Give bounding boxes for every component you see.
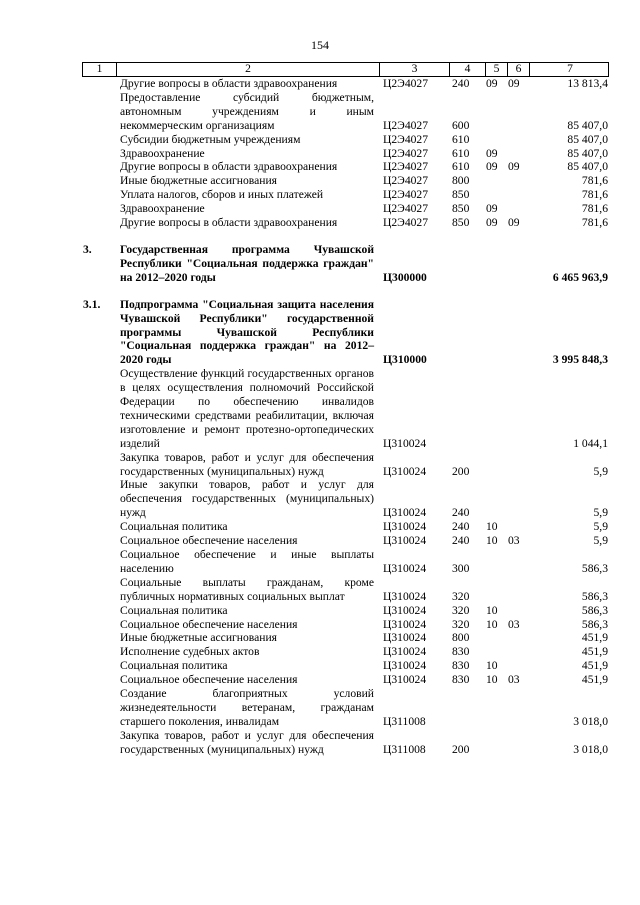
row-expense-type: 200 <box>452 464 470 478</box>
row-section: 10 <box>486 603 498 617</box>
row-expense-type: 600 <box>452 118 470 132</box>
row-expense-type: 610 <box>452 146 470 160</box>
row-expense-type: 800 <box>452 174 470 188</box>
row-subsection: 09 <box>508 160 520 174</box>
table-row <box>83 133 609 147</box>
row-target-article: Ц311008 <box>383 714 426 728</box>
row-amount: 451,9 <box>581 673 608 687</box>
row-target-article: Ц310024 <box>383 534 427 548</box>
row-expense-type: 610 <box>452 160 470 174</box>
row-target-article: Ц310024 <box>383 631 427 645</box>
table-header <box>82 62 609 77</box>
row-amount: 586,3 <box>581 589 608 603</box>
table-row <box>83 367 609 450</box>
row-section: 10 <box>486 520 498 534</box>
row-name: Предоставление субсидий бюджетным, автономным учреждениям и иным некоммерческим организациям <box>120 90 374 132</box>
table-row <box>83 243 609 285</box>
table-row <box>83 729 609 757</box>
row-spacer <box>82 285 609 298</box>
row-expense-type: 300 <box>452 561 470 575</box>
table-row <box>83 631 609 645</box>
row-target-article: Ц310024 <box>383 603 427 617</box>
table-row <box>83 216 609 230</box>
row-target-article: Ц2Э4027 <box>383 216 429 230</box>
row-amount: 451,9 <box>581 645 608 659</box>
row-target-article: Ц310024 <box>383 464 427 478</box>
row-amount: 3 995 848,3 <box>552 353 608 367</box>
row-expense-type: 830 <box>452 673 470 687</box>
row-amount: 781,6 <box>581 216 608 230</box>
row-name: Социальные выплаты гражданам, кроме публичных нормативных социальных выплат <box>120 575 374 603</box>
table-row <box>83 188 609 202</box>
row-amount: 6 465 963,9 <box>552 270 608 284</box>
row-section: 09 <box>486 77 498 90</box>
row-name: Подпрограмма "Социальная защита населения Чувашской Республики" государственной программы Чувашской Республики "Социальная поддержка граждан" на 2012–2020 годы <box>120 297 374 367</box>
row-name: Иные бюджетные ассигнования <box>120 631 277 645</box>
column-header: 1 <box>83 63 117 76</box>
row-expense-type: 240 <box>452 520 470 534</box>
row-section: 09 <box>486 202 498 216</box>
row-name: Закупка товаров, работ и услуг для обеспечения государственных (муниципальных) нужд <box>120 728 374 756</box>
row-amount: 5,9 <box>593 464 608 478</box>
row-name: Исполнение судебных актов <box>120 645 260 659</box>
row-amount: 3 018,0 <box>573 714 608 728</box>
row-target-article: Ц310024 <box>383 561 427 575</box>
row-subsection: 03 <box>508 673 520 687</box>
row-expense-type: 320 <box>452 589 470 603</box>
row-amount: 586,3 <box>581 561 608 575</box>
row-name: Уплата налогов, сборов и иных платежей <box>120 188 324 202</box>
column-header: 4 <box>450 63 486 76</box>
row-target-article: Ц310024 <box>383 436 427 450</box>
row-section: 10 <box>486 659 498 673</box>
row-target-article: Ц2Э4027 <box>383 188 429 202</box>
row-expense-type: 320 <box>452 603 470 617</box>
table-row <box>83 174 609 188</box>
budget-table <box>82 62 609 757</box>
row-target-article: Ц310024 <box>383 645 427 659</box>
table-row <box>83 147 609 161</box>
table-row <box>83 478 609 520</box>
row-section: 09 <box>486 146 498 160</box>
row-name: Другие вопросы в области здравоохранения <box>120 160 338 174</box>
row-section: 10 <box>486 534 498 548</box>
row-amount: 451,9 <box>581 631 608 645</box>
row-amount: 3 018,0 <box>573 742 608 756</box>
table-row <box>83 576 609 604</box>
table-row <box>83 548 609 576</box>
row-target-article: Ц310000 <box>383 353 427 367</box>
row-name: Здравоохранение <box>120 202 205 216</box>
row-target-article: Ц310024 <box>383 673 427 687</box>
row-target-article: Ц310024 <box>383 589 427 603</box>
page-number: 154 <box>311 38 329 52</box>
row-number: 3. <box>83 242 92 256</box>
row-name: Иные бюджетные ассигнования <box>120 174 277 188</box>
row-amount: 1 044,1 <box>573 436 608 450</box>
row-target-article: Ц2Э4027 <box>383 77 429 90</box>
table-row <box>83 520 609 534</box>
row-expense-type: 800 <box>452 631 470 645</box>
row-name: Создание благоприятных условий жизнедеятельности ветеранам, гражданам старшего поколения, инвалидам <box>120 687 374 728</box>
row-amount: 451,9 <box>581 659 608 673</box>
table-row <box>83 673 609 687</box>
table-row <box>83 451 609 479</box>
row-expense-type: 320 <box>452 617 470 631</box>
row-spacer <box>82 230 609 243</box>
table-row <box>83 202 609 216</box>
row-amount: 85 407,0 <box>567 160 608 174</box>
table-row <box>83 91 609 133</box>
row-target-article: Ц310024 <box>383 659 427 673</box>
column-header: 5 <box>486 63 508 76</box>
row-target-article: Ц2Э4027 <box>383 118 429 132</box>
row-expense-type: 240 <box>452 534 470 548</box>
row-amount: 5,9 <box>593 520 608 534</box>
row-number: 3.1. <box>83 297 101 311</box>
row-section: 09 <box>486 160 498 174</box>
row-name: Социальное обеспечение населения <box>120 673 298 687</box>
row-name: Другие вопросы в области здравоохранения <box>120 77 338 90</box>
row-amount: 5,9 <box>593 506 608 520</box>
row-expense-type: 240 <box>452 506 470 520</box>
row-amount: 85 407,0 <box>567 132 608 146</box>
table-row <box>83 534 609 548</box>
row-name: Иные закупки товаров, работ и услуг для обеспечения государственных (муниципальных) нужд <box>120 478 374 520</box>
row-target-article: Ц311008 <box>383 742 426 756</box>
row-expense-type: 200 <box>452 742 470 756</box>
row-name: Осуществление функций государственных органов в целях осуществления полномочий Российской Федерации по обеспечению инвалидов техническими средствами реабилитации, включая изготовление и ремонт протезно-ортопедических изделий <box>120 367 374 450</box>
row-name: Социальная политика <box>120 603 228 617</box>
table-row <box>83 645 609 659</box>
row-target-article: Ц300000 <box>383 270 427 284</box>
row-amount: 781,6 <box>581 202 608 216</box>
row-target-article: Ц2Э4027 <box>383 174 429 188</box>
row-name: Здравоохранение <box>120 146 205 160</box>
row-expense-type: 850 <box>452 188 470 202</box>
row-amount: 85 407,0 <box>567 118 608 132</box>
row-expense-type: 240 <box>452 77 470 90</box>
row-target-article: Ц2Э4027 <box>383 160 429 174</box>
row-section: 10 <box>486 673 498 687</box>
row-amount: 85 407,0 <box>567 146 608 160</box>
row-expense-type: 850 <box>452 216 470 230</box>
table-row <box>83 298 609 368</box>
row-section: 10 <box>486 617 498 631</box>
row-name: Субсидии бюджетным учреждениям <box>120 132 301 146</box>
row-subsection: 03 <box>508 617 520 631</box>
row-amount: 586,3 <box>581 617 608 631</box>
table-row <box>83 659 609 673</box>
row-expense-type: 830 <box>452 659 470 673</box>
row-target-article: Ц2Э4027 <box>383 146 429 160</box>
row-target-article: Ц310024 <box>383 520 427 534</box>
row-section: 09 <box>486 216 498 230</box>
row-expense-type: 830 <box>452 645 470 659</box>
row-target-article: Ц2Э4027 <box>383 132 429 146</box>
row-subsection: 09 <box>508 216 520 230</box>
row-name: Социальное обеспечение и иные выплаты населению <box>120 548 374 575</box>
row-target-article: Ц310024 <box>383 617 427 631</box>
row-amount: 13 813,4 <box>567 77 608 90</box>
row-target-article: Ц310024 <box>383 506 427 520</box>
row-name: Социальная политика <box>120 520 228 534</box>
table-row <box>83 687 609 729</box>
row-amount: 781,6 <box>581 188 608 202</box>
row-name: Другие вопросы в области здравоохранения <box>120 216 338 230</box>
table-row <box>83 604 609 618</box>
row-expense-type: 610 <box>452 132 470 146</box>
column-header: 3 <box>380 63 450 76</box>
row-subsection: 09 <box>508 77 520 90</box>
row-name: Государственная программа Чувашской Республики "Социальная поддержка граждан" на 2012–2020 годы <box>120 242 374 284</box>
table-body <box>82 77 609 757</box>
column-header: 7 <box>567 62 573 75</box>
row-name: Закупка товаров, работ и услуг для обеспечения государственных (муниципальных) нужд <box>120 450 374 478</box>
table-row <box>83 77 609 91</box>
row-subsection: 03 <box>508 534 520 548</box>
row-amount: 5,9 <box>593 534 608 548</box>
row-name: Социальная политика <box>120 659 228 673</box>
row-amount: 586,3 <box>581 603 608 617</box>
row-expense-type: 850 <box>452 202 470 216</box>
row-amount: 781,6 <box>581 174 608 188</box>
row-target-article: Ц2Э4027 <box>383 202 429 216</box>
table-row <box>83 160 609 174</box>
row-name: Социальное обеспечение населения <box>120 617 298 631</box>
table-row <box>83 618 609 632</box>
row-name: Социальное обеспечение населения <box>120 534 298 548</box>
column-header: 2 <box>117 63 380 76</box>
column-header: 6 <box>508 63 530 76</box>
